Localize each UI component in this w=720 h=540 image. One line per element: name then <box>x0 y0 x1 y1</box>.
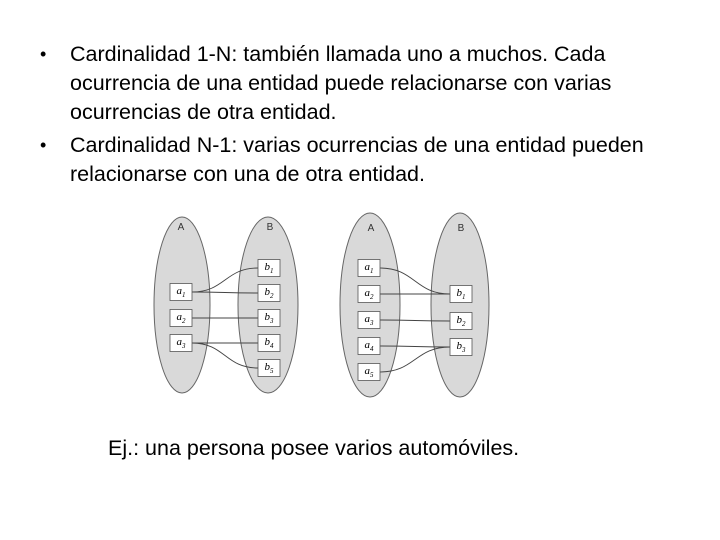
bullet-text-1-n: Cardinalidad 1-N: también llamada uno a muchos. Cada ocurrencia de una entidad puede relacionarse con varias ocurrencias de otra entidad. <box>70 42 612 124</box>
example-text: Ej.: una persona posee varios automóviles. <box>108 436 520 460</box>
set-b-label: B <box>266 222 274 233</box>
set-a-label: A <box>177 222 185 233</box>
set-a-element-label: $a_1$ <box>176 285 186 299</box>
set-a-element-label: $a_5$ <box>364 365 374 379</box>
set-a-label: A <box>367 223 375 234</box>
set-b-ellipse <box>431 213 489 397</box>
set-a-element-label: $a_2$ <box>364 287 374 301</box>
set-b-element-label: $b_5$ <box>264 361 274 375</box>
set-a-ellipse <box>154 217 210 393</box>
set-b-element-label: $b_2$ <box>456 314 466 328</box>
set-b-element-label: $b_3$ <box>264 311 274 325</box>
set-a-element-label: $a_4$ <box>364 339 374 353</box>
set-b-element-label: $b_4$ <box>264 336 274 350</box>
set-a-element-label: $a_3$ <box>176 336 186 350</box>
set-a-element-label: $a_2$ <box>176 311 186 325</box>
bullet-marker: • <box>40 135 47 155</box>
set-a-element-label: $a_1$ <box>364 261 374 275</box>
set-a-element-label: $a_3$ <box>364 313 374 327</box>
diagram-n-to-1-diagram <box>340 213 489 397</box>
diagram-1-to-n-diagram <box>154 217 298 393</box>
set-b-element-label: $b_2$ <box>264 286 274 300</box>
bullet-marker: • <box>40 44 47 64</box>
set-b-element-label: $b_3$ <box>456 340 466 354</box>
bullet-text-n-1: Cardinalidad N-1: varias ocurrencias de una entidad pueden relacionarse con una de otra entidad. <box>70 133 644 186</box>
set-b-element-label: $b_1$ <box>456 287 466 301</box>
set-b-element-label: $b_1$ <box>264 261 274 275</box>
set-b-label: B <box>457 223 465 234</box>
